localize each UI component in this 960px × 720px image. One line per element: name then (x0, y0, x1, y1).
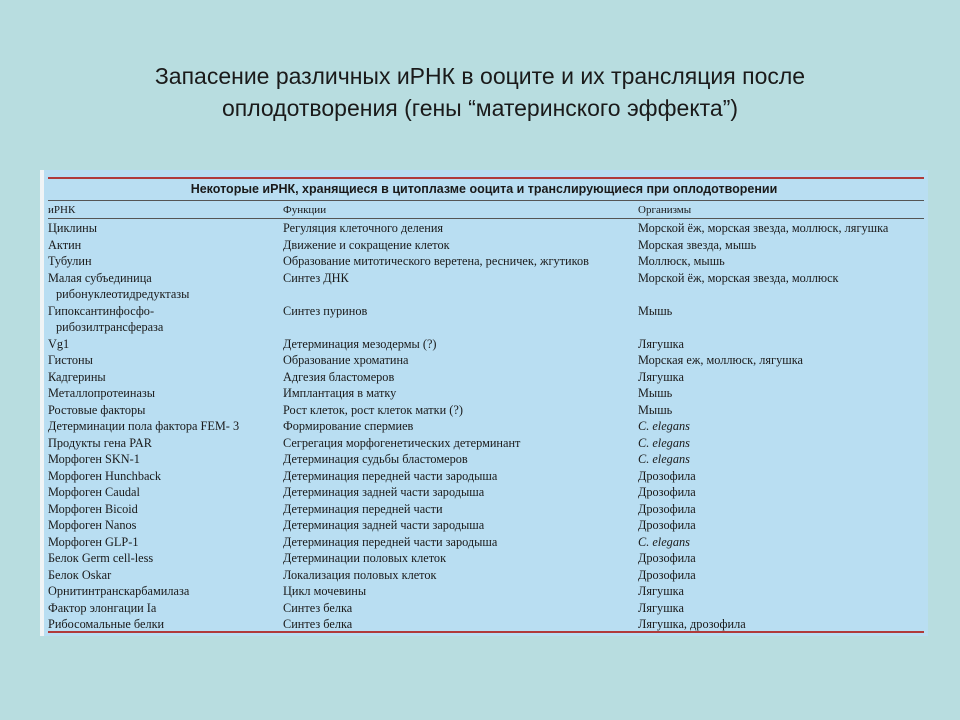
cell-mrna-line-1: Морфоген Hunchback (48, 468, 162, 483)
cell-mrna (48, 583, 189, 600)
table-row (40, 468, 928, 485)
cell-mrna-line-1: Орнитинтранскарбамилаза (48, 584, 190, 598)
cell-mrna (48, 336, 69, 353)
cell-mrna-line-1: Морфоген Nanos (48, 518, 137, 532)
table-row (40, 600, 928, 617)
cell-mrna-line-1: Гипоксантинфосфо- (48, 303, 155, 318)
cell-mrna (48, 369, 106, 386)
cell-organisms: Морская еж, моллюск, лягушка (638, 353, 803, 367)
cell-mrna-line-1: Морфоген GLP-1 (48, 534, 139, 549)
cell-mrna (48, 517, 136, 534)
column-header-organisms: Организмы (638, 204, 692, 216)
table-row (40, 534, 928, 551)
cell-organisms: Дрозофила (638, 551, 696, 565)
table-row (40, 567, 928, 584)
cell-mrna (48, 468, 161, 485)
cell-mrna-line-1: Металлопротеиназы (48, 386, 156, 400)
cell-organisms: C. elegans (638, 419, 690, 433)
cell-mrna (48, 435, 152, 452)
table-row (40, 451, 928, 468)
cell-function: Адгезия бластомеров (283, 369, 395, 384)
table-row (40, 484, 928, 501)
cell-organisms: C. elegans (638, 435, 690, 450)
cell-organisms: Дрозофила (638, 567, 696, 582)
cell-function: Имплантация в матку (283, 386, 397, 400)
cell-mrna-line-1: Детерминации пола фактора FEM- 3 (48, 419, 240, 433)
table-caption: Некоторые иРНК, хранящиеся в цитоплазме ооцита и транслирующиеся при оплодотворении (190, 182, 778, 196)
cell-mrna-line-1: Морфоген Bicoid (48, 501, 138, 516)
cell-mrna (48, 451, 140, 468)
cell-mrna (48, 220, 97, 237)
slide-title (60, 60, 900, 124)
cell-organisms: Дрозофила (638, 501, 696, 516)
cell-mrna-line-1: Морфоген SKN-1 (48, 452, 140, 466)
cell-organisms: Лягушка (638, 584, 684, 598)
cell-mrna-line-1: Кадгерины (48, 369, 106, 384)
table-row (40, 352, 928, 369)
cell-function: Детерминация судьбы бластомеров (283, 452, 468, 466)
table-row (40, 402, 928, 419)
table-body (40, 220, 928, 633)
cell-mrna (48, 303, 163, 336)
cell-organisms: C. elegans (638, 452, 690, 466)
cell-mrna (48, 418, 239, 435)
table-row (40, 220, 928, 237)
cell-mrna-line-1: Фактор элонгации Ia (48, 600, 157, 615)
cell-organisms: Мышь (638, 386, 673, 400)
slide-title-line-1: Запасение различных иРНК в ооците и их трансляция после (154, 63, 806, 89)
cell-mrna-line-1: Белок Germ cell-less (48, 551, 154, 565)
table-row (40, 418, 928, 435)
table-row (40, 550, 928, 567)
table-row (40, 435, 928, 452)
cell-function: Цикл мочевины (283, 584, 367, 598)
cell-mrna (48, 253, 92, 270)
cell-mrna-line-1: Циклины (48, 221, 97, 235)
cell-function: Синтез белка (283, 600, 353, 615)
cell-mrna-line-1: Рибосомальные белки (48, 617, 165, 631)
cell-mrna-line-1: Белок Oskar (48, 567, 112, 582)
table-row (40, 336, 928, 353)
cell-mrna-line-1: Vg1 (48, 336, 70, 351)
cell-mrna (48, 550, 153, 567)
cell-mrna (48, 501, 138, 518)
table-row (40, 237, 928, 254)
cell-organisms: Моллюск, мышь (638, 254, 725, 268)
bottom-red-rule (48, 631, 924, 633)
table-row (40, 270, 928, 303)
cell-function: Детерминация передней части (283, 501, 443, 516)
cell-mrna-line-2: рибозилтрансфераза (56, 320, 164, 334)
cell-organisms: Дрозофила (638, 485, 696, 499)
column-header-mrna: иРНК (48, 204, 76, 216)
cell-function: Локализация половых клеток (283, 567, 437, 582)
cell-mrna (48, 270, 189, 303)
cell-organisms: Дрозофила (638, 468, 696, 483)
cell-mrna (48, 534, 139, 551)
table-row (40, 517, 928, 534)
cell-organisms: Лягушка (638, 369, 684, 384)
cell-function: Регуляция клеточного деления (283, 221, 444, 235)
cell-mrna-line-1: Малая субъединица (48, 270, 152, 285)
cell-organisms: Лягушка (638, 600, 684, 615)
cell-mrna-line-1: Продукты гена PAR (48, 435, 152, 450)
cell-function: Сегрегация морфогенетических детерминант (283, 435, 521, 450)
table-row (40, 385, 928, 402)
cell-organisms: Лягушка, дрозофила (638, 617, 746, 631)
caption-rule (48, 200, 924, 201)
cell-function: Детерминации половых клеток (283, 551, 447, 565)
cell-function: Синтез пуринов (283, 303, 368, 318)
cell-organisms: Морской ёж, морская звезда, моллюск (638, 270, 839, 285)
cell-organisms: C. elegans (638, 534, 690, 549)
cell-function: Детерминация передней части зародыша (283, 534, 498, 549)
cell-organisms: Мышь (638, 303, 673, 318)
cell-function: Детерминация задней части зародыша (283, 485, 485, 499)
cell-mrna (48, 600, 156, 617)
cell-function: Движение и сокращение клеток (283, 237, 450, 252)
cell-function: Синтез белка (283, 617, 353, 631)
cell-function: Рост клеток, рост клеток матки (?) (283, 402, 463, 417)
top-red-rule (48, 177, 924, 179)
cell-mrna-line-2: рибонуклеотидредуктазы (56, 287, 190, 301)
cell-mrna (48, 484, 140, 501)
cell-mrna (48, 402, 145, 419)
cell-function: Формирование спермиев (283, 419, 414, 433)
cell-organisms: Мышь (638, 402, 673, 417)
header-rule (48, 218, 924, 219)
cell-organisms: Морская звезда, мышь (638, 237, 757, 252)
cell-function: Детерминация задней части зародыша (283, 518, 485, 532)
cell-mrna (48, 385, 155, 402)
table-row (40, 501, 928, 518)
cell-mrna-line-1: Ростовые факторы (48, 402, 146, 417)
cell-function: Образование хроматина (283, 353, 409, 367)
slide-title-line-2: оплодотворения (гены “материнского эффекта”) (221, 95, 739, 121)
table-row (40, 583, 928, 600)
cell-function: Образование митотического веретена, ресничек, жгутиков (283, 254, 589, 268)
cell-mrna-line-1: Гистоны (48, 353, 93, 367)
cell-organisms: Дрозофила (638, 518, 696, 532)
cell-mrna (48, 352, 93, 369)
table-row (40, 303, 928, 336)
cell-mrna-line-1: Актин (48, 237, 82, 252)
cell-function: Детерминация передней части зародыша (283, 468, 498, 483)
cell-mrna (48, 567, 111, 584)
cell-mrna-line-1: Тубулин (48, 254, 92, 268)
mrna-table (40, 170, 928, 636)
cell-mrna (48, 237, 81, 254)
cell-organisms: Морской ёж, морская звезда, моллюск, лягушка (638, 221, 889, 235)
cell-function: Детерминация мезодермы (?) (283, 336, 437, 351)
cell-function: Синтез ДНК (283, 270, 349, 285)
table-row (40, 369, 928, 386)
table-row (40, 253, 928, 270)
column-header-functions: Функции (283, 204, 327, 216)
cell-organisms: Лягушка (638, 336, 684, 351)
cell-mrna-line-1: Морфоген Caudal (48, 485, 140, 499)
